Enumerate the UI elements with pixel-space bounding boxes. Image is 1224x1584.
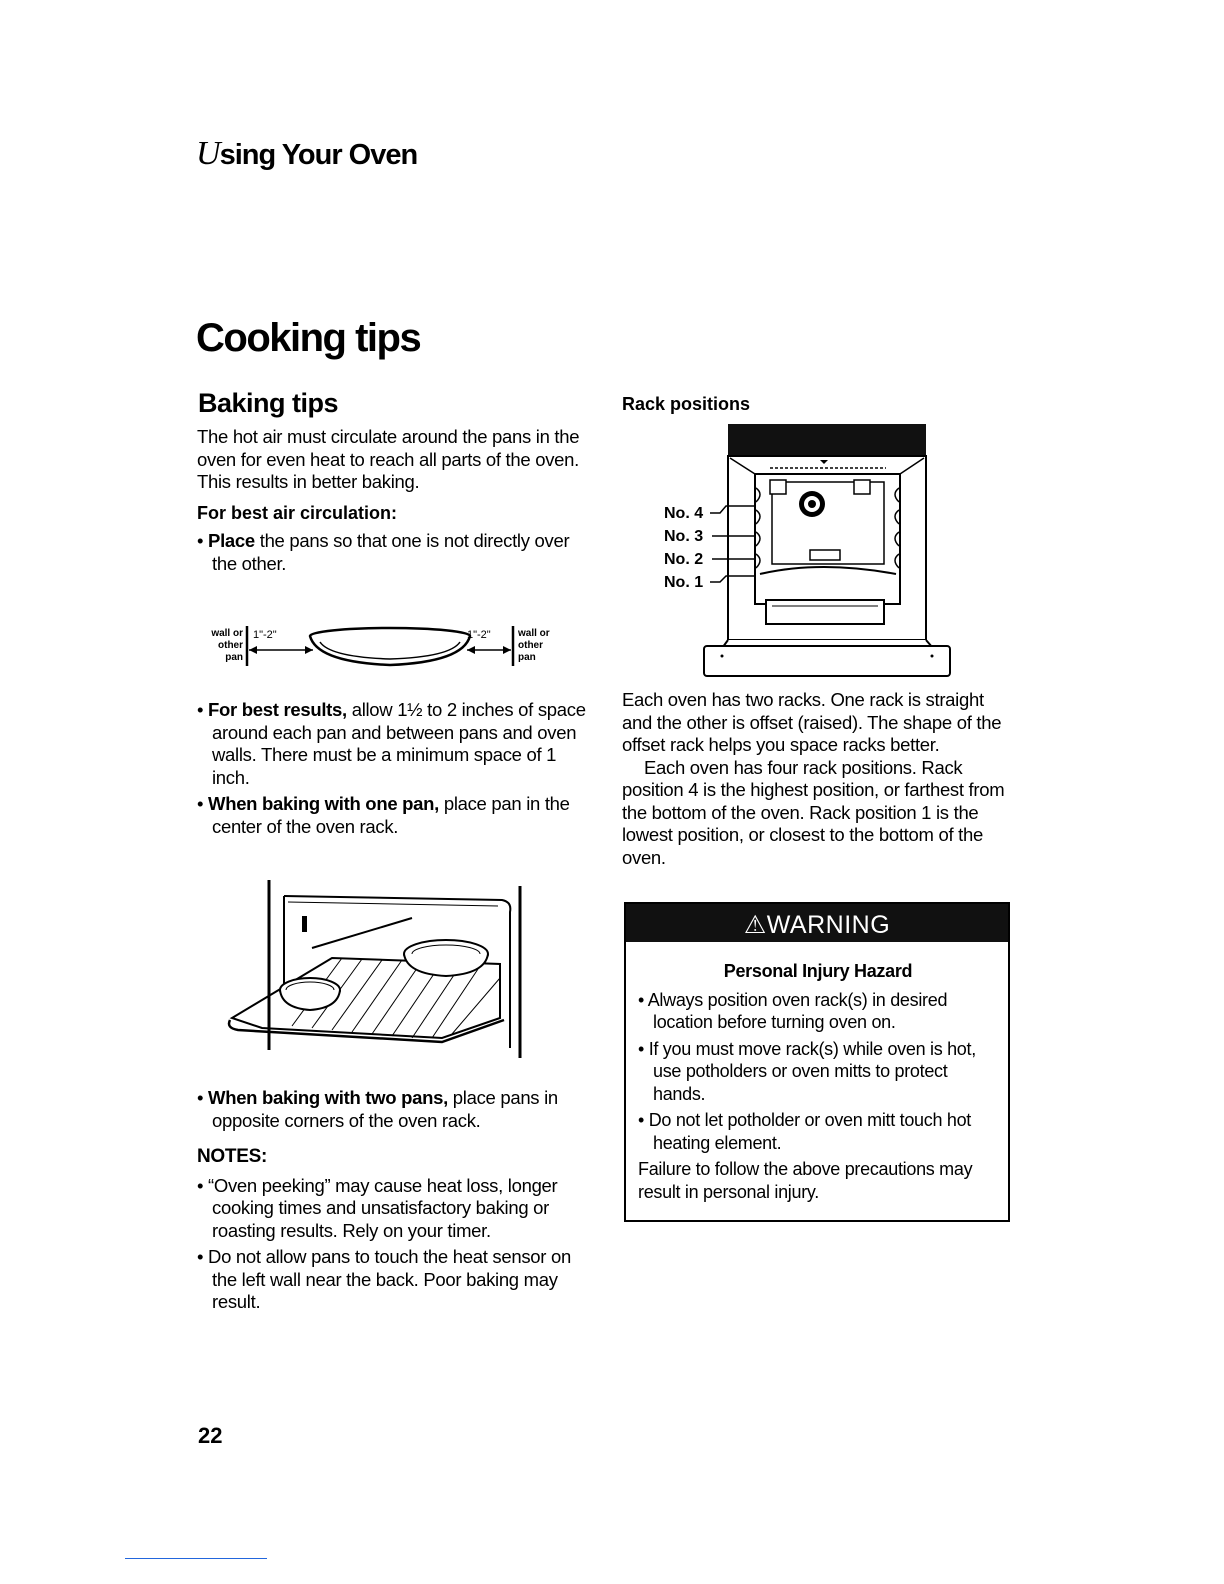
header-initial: U bbox=[196, 135, 220, 172]
warning-item-text: If you must move rack(s) while oven is hot, use potholders or oven mitts to protect hands. bbox=[648, 1038, 976, 1104]
left-label-line-2: other bbox=[218, 640, 243, 651]
note-heat-sensor: • Do not allow pans to touch the heat sensor on the left wall near the back. Poor baking may result. bbox=[197, 1246, 571, 1312]
warning-item: • Do not let potholder or oven mitt touch hot heating element. bbox=[638, 1110, 972, 1153]
left-label-line-1: wall or bbox=[211, 628, 243, 639]
note-oven-peeking-text: “Oven peeking” may cause heat loss, longer cooking times and unsatisfactory baking or roasting results. Rely on your timer. bbox=[208, 1174, 558, 1241]
intro-paragraph: The hot air must circulate around the pans in the oven for even heat to reach all parts of the oven. This results in better baking. bbox=[197, 426, 580, 492]
warning-header bbox=[626, 904, 1008, 942]
baking-bullets bbox=[197, 699, 592, 838]
right-label-line-3: pan bbox=[518, 652, 536, 663]
two-pans-rack-illustration bbox=[222, 878, 532, 1060]
warning-body bbox=[638, 960, 998, 1203]
section-header bbox=[196, 135, 417, 173]
bullet-place-text: the pans so that one is not directly over the other. bbox=[212, 530, 570, 574]
bullet-best-results: • For best results, allow 1½ to 2 inches of space around each pan and between pans and oven walls. There must be a minimum space of 1 inch. bbox=[197, 699, 586, 788]
two-pans-and-notes bbox=[197, 1087, 592, 1314]
page-title: Cooking tips bbox=[196, 316, 421, 360]
bullet-best-results-bold: For best results, bbox=[208, 699, 347, 720]
bullet-place: • Place the pans so that one is not directly over the other. bbox=[197, 530, 570, 574]
rack-positions-heading: Rack positions bbox=[622, 394, 751, 414]
page-number: 22 bbox=[198, 1423, 223, 1448]
left-label-line-3: pan bbox=[225, 652, 243, 663]
pan-spacing-diagram bbox=[205, 622, 575, 684]
bullet-one-pan: • When baking with one pan, place pan in the center of the oven rack. bbox=[197, 793, 570, 837]
bullet-best-results-text: allow 1½ to 2 inches of space around each pan and between pans and oven walls. There must be a minimum space of 1 inch. bbox=[212, 699, 586, 788]
warning-item: • Always position oven rack(s) in desired location before turning oven on. bbox=[638, 989, 948, 1032]
bullet-two-pans: • When baking with two pans, place pans in opposite corners of the oven rack. bbox=[197, 1087, 558, 1131]
bullet-one-pan-bold: When baking with one pan, bbox=[208, 793, 439, 814]
rack-description bbox=[622, 689, 1012, 869]
warning-item-text: Do not let potholder or oven mitt touch hot heating element. bbox=[648, 1110, 972, 1153]
bullet-two-pans-bold: When baking with two pans, bbox=[208, 1087, 448, 1108]
air-circulation-subheading: For best air circulation: bbox=[197, 502, 398, 523]
left-wall-label bbox=[210, 628, 243, 663]
warning-title: Personal Injury Hazard bbox=[723, 961, 913, 981]
rack-label-4: No. 4 bbox=[664, 505, 704, 522]
warning-triangle-icon: ⚠ bbox=[743, 911, 767, 939]
rack-paragraph-2: Each oven has four rack positions. Rack position 4 is the highest position, or farthest from the bottom of the oven. Rack position 1 is the lowest position, or closest to the bottom of the oven. bbox=[622, 756, 1005, 868]
header-rest: sing Your Oven bbox=[219, 139, 418, 171]
notes-heading: NOTES: bbox=[197, 1146, 267, 1167]
left-gap-label: 1"-2" bbox=[253, 629, 277, 641]
rack-paragraph-1: Each oven has two racks. One rack is straight and the other is offset (raised). The shape of the offset rack helps you space racks better. bbox=[622, 689, 1002, 755]
rack-label-1: No. 1 bbox=[664, 574, 704, 591]
warning-header-text: WARNING bbox=[766, 911, 891, 939]
rack-label-3: No. 3 bbox=[664, 528, 704, 545]
right-label-line-1: wall or bbox=[518, 628, 550, 639]
footer-rule bbox=[125, 1558, 267, 1559]
rack-label-2: No. 2 bbox=[664, 551, 704, 568]
warning-box bbox=[624, 902, 1010, 1222]
baking-tips-heading: Baking tips bbox=[198, 388, 339, 418]
pan-shape bbox=[310, 628, 470, 665]
right-wall-label bbox=[517, 628, 550, 663]
bullet-two-pans-text: place pans in opposite corners of the oven rack. bbox=[212, 1087, 558, 1131]
right-label-line-2: other bbox=[518, 640, 543, 651]
bullet-one-pan-text: place pan in the center of the oven rack. bbox=[212, 793, 570, 837]
bullet-place-bold: Place bbox=[208, 530, 255, 551]
note-heat-sensor-text: Do not allow pans to touch the heat sensor on the left wall near the back. Poor baking may result. bbox=[208, 1246, 571, 1312]
note-oven-peeking: • “Oven peeking” may cause heat loss, longer cooking times and unsatisfactory baking or roasting results. Rely on your timer. bbox=[197, 1174, 558, 1241]
warning-footer: Failure to follow the above precautions may result in personal injury. bbox=[638, 1159, 973, 1202]
oven-rack-positions-diagram bbox=[660, 424, 955, 680]
warning-item-text: Always position oven rack(s) in desired location before turning oven on. bbox=[647, 989, 948, 1032]
right-gap-label: 1"-2" bbox=[467, 629, 491, 641]
baking-intro bbox=[197, 426, 592, 575]
warning-item: • If you must move rack(s) while oven is hot, use potholders or oven mitts to protect hands. bbox=[638, 1038, 976, 1104]
